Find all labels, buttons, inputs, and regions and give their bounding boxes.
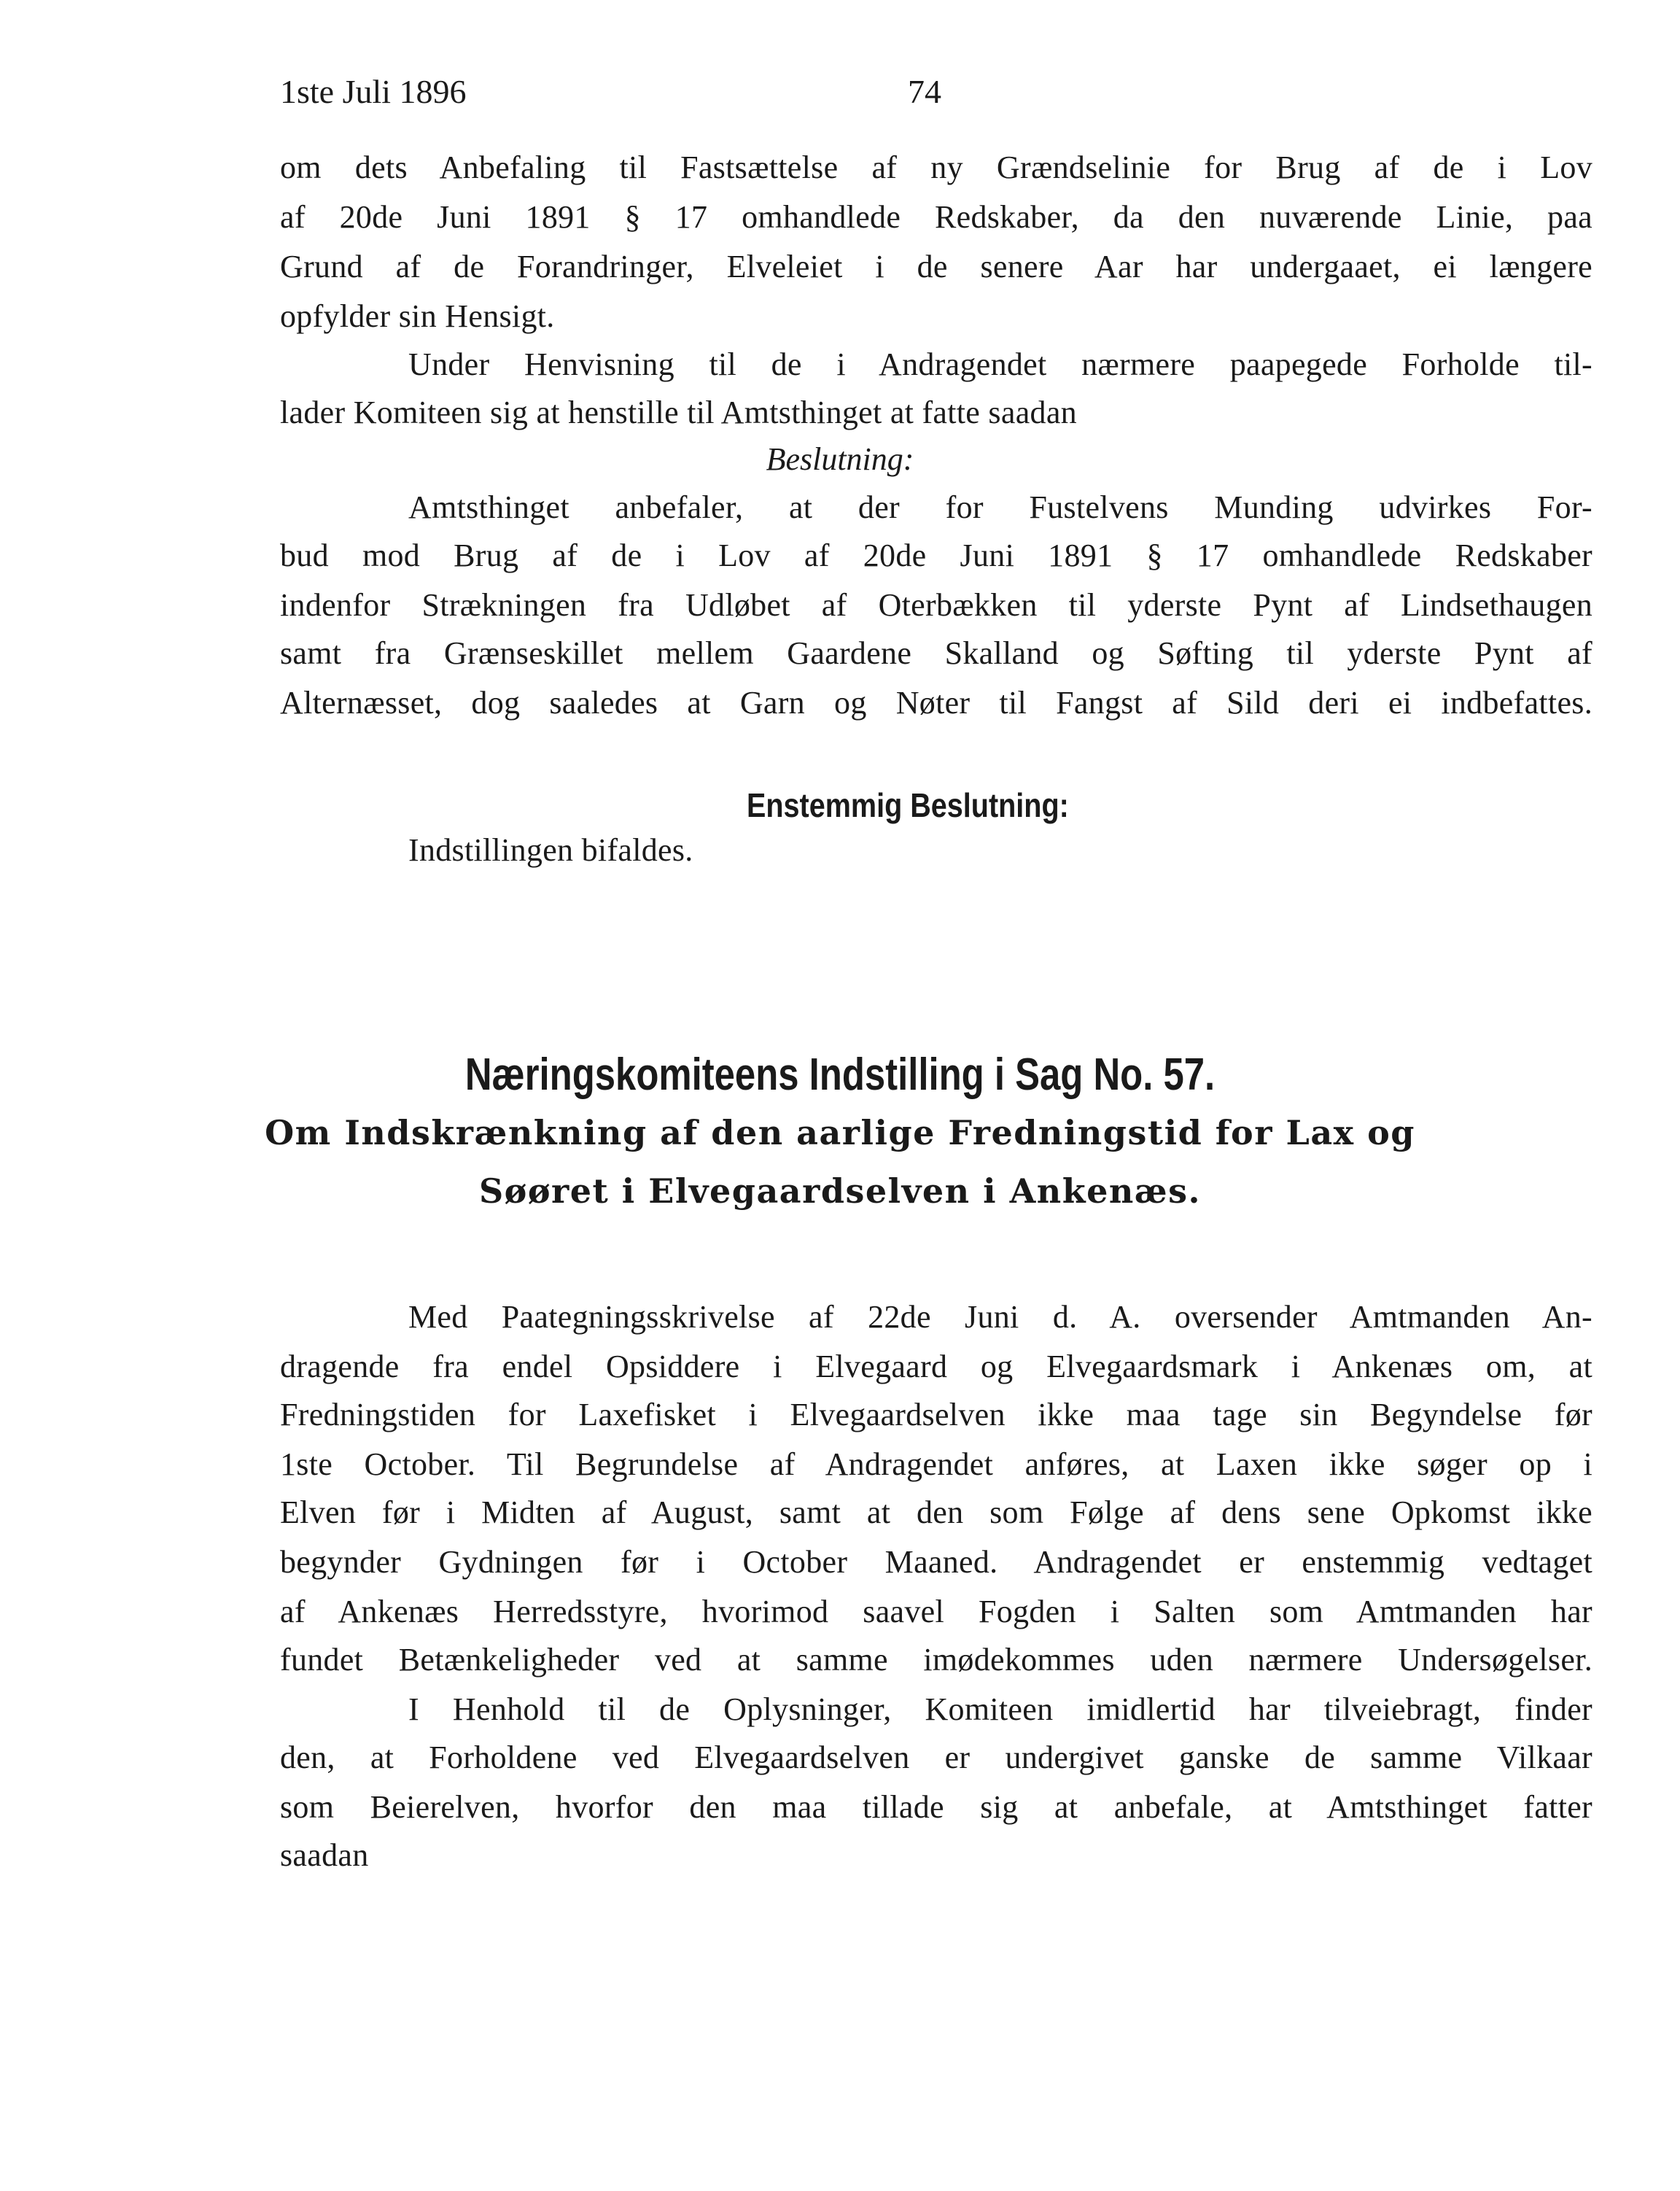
text-line: 1ste October. Til Begrundelse af Andragendet anføres, at Laxen ikke søger op i bbox=[280, 1446, 1592, 1482]
text-line: Med Paategningsskrivelse af 22de Juni d. A. oversender Amtmanden An- bbox=[408, 1299, 1592, 1335]
text-line: I Henhold til de Oplysninger, Komiteen imidlertid har tilveiebragt, finder bbox=[408, 1691, 1592, 1727]
text-line: bud mod Brug af de i Lov af 20de Juni 1891 § 17 omhandlede Redskaber bbox=[280, 538, 1592, 573]
text-line: samt fra Grænseskillet mellem Gaardene Skalland og Søfting til yderste Pynt af bbox=[280, 635, 1592, 671]
text-line: om dets Anbefaling til Fastsættelse af ny Grændselinie for Brug af de i Lov bbox=[280, 150, 1592, 185]
text-line: indenfor Strækningen fra Udløbet af Oterbækken til yderste Pynt af Lindsethaugen bbox=[280, 587, 1592, 623]
text-line: lader Komiteen sig at henstille til Amtsthinget at fatte saadan bbox=[280, 395, 1077, 430]
text-line: af 20de Juni 1891 § 17 omhandlede Redskaber, da den nuværende Linie, paa bbox=[280, 199, 1592, 235]
text-line: begynder Gydningen før i October Maaned. Andragendet er enstemmig vedtaget bbox=[280, 1544, 1592, 1580]
text-line: som Beierelven, hvorfor den maa tillade sig at anbefale, at Amtsthinget fatter bbox=[280, 1789, 1592, 1825]
text-line: fundet Betænkeligheder ved at samme imødekommes uden nærmere Undersøgelser. bbox=[280, 1642, 1592, 1678]
text-line: saadan bbox=[280, 1837, 369, 1873]
text-line: Alternæsset, dog saaledes at Garn og Nøter til Fangst af Sild deri ei indbefattes. bbox=[280, 685, 1592, 721]
section-title: Næringskomiteens Indstilling i Sag No. 57. bbox=[464, 1050, 1216, 1100]
section-subtitle: Søøret i Elvegaardselven i Ankenæs. bbox=[478, 1171, 1202, 1211]
text-line: opfylder sin Hensigt. bbox=[280, 298, 555, 334]
text-line: af Ankenæs Herredsstyre, hvorimod saavel Fogden i Salten som Amtmanden har bbox=[280, 1594, 1592, 1629]
unanimous-heading: Enstemmig Beslutning: bbox=[747, 786, 1069, 824]
decision-text: Indstillingen bifaldes. bbox=[408, 832, 693, 868]
text-line: Amtsthinget anbefaler, at der for Fustelvens Munding udvirkes For- bbox=[408, 489, 1592, 525]
text-line: Elven før i Midten af August, samt at den som Følge af dens sene Opkomst ikke bbox=[280, 1494, 1592, 1530]
page-date: 1ste Juli 1896 bbox=[280, 73, 467, 110]
text-line: Under Henvisning til de i Andragendet nærmere paapegede Forholde til- bbox=[408, 346, 1592, 382]
text-line: den, at Forholdene ved Elvegaardselven er undergivet ganske de samme Vilkaar bbox=[280, 1740, 1592, 1775]
text-line: dragende fra endel Opsiddere i Elvegaard og Elvegaardsmark i Ankenæs om, at bbox=[280, 1349, 1592, 1384]
page-number: 74 bbox=[908, 73, 941, 110]
text-line: Fredningstiden for Laxefisket i Elvegaardselven ikke maa tage sin Begyndelse før bbox=[280, 1397, 1592, 1432]
resolution-heading: Beslutning: bbox=[766, 441, 914, 477]
text-line: Grund af de Forandringer, Elveleiet i de senere Aar har undergaaet, ei længere bbox=[280, 249, 1592, 284]
section-subtitle: Om Indskrænkning af den aarlige Fredningstid for Lax og bbox=[265, 1113, 1415, 1152]
